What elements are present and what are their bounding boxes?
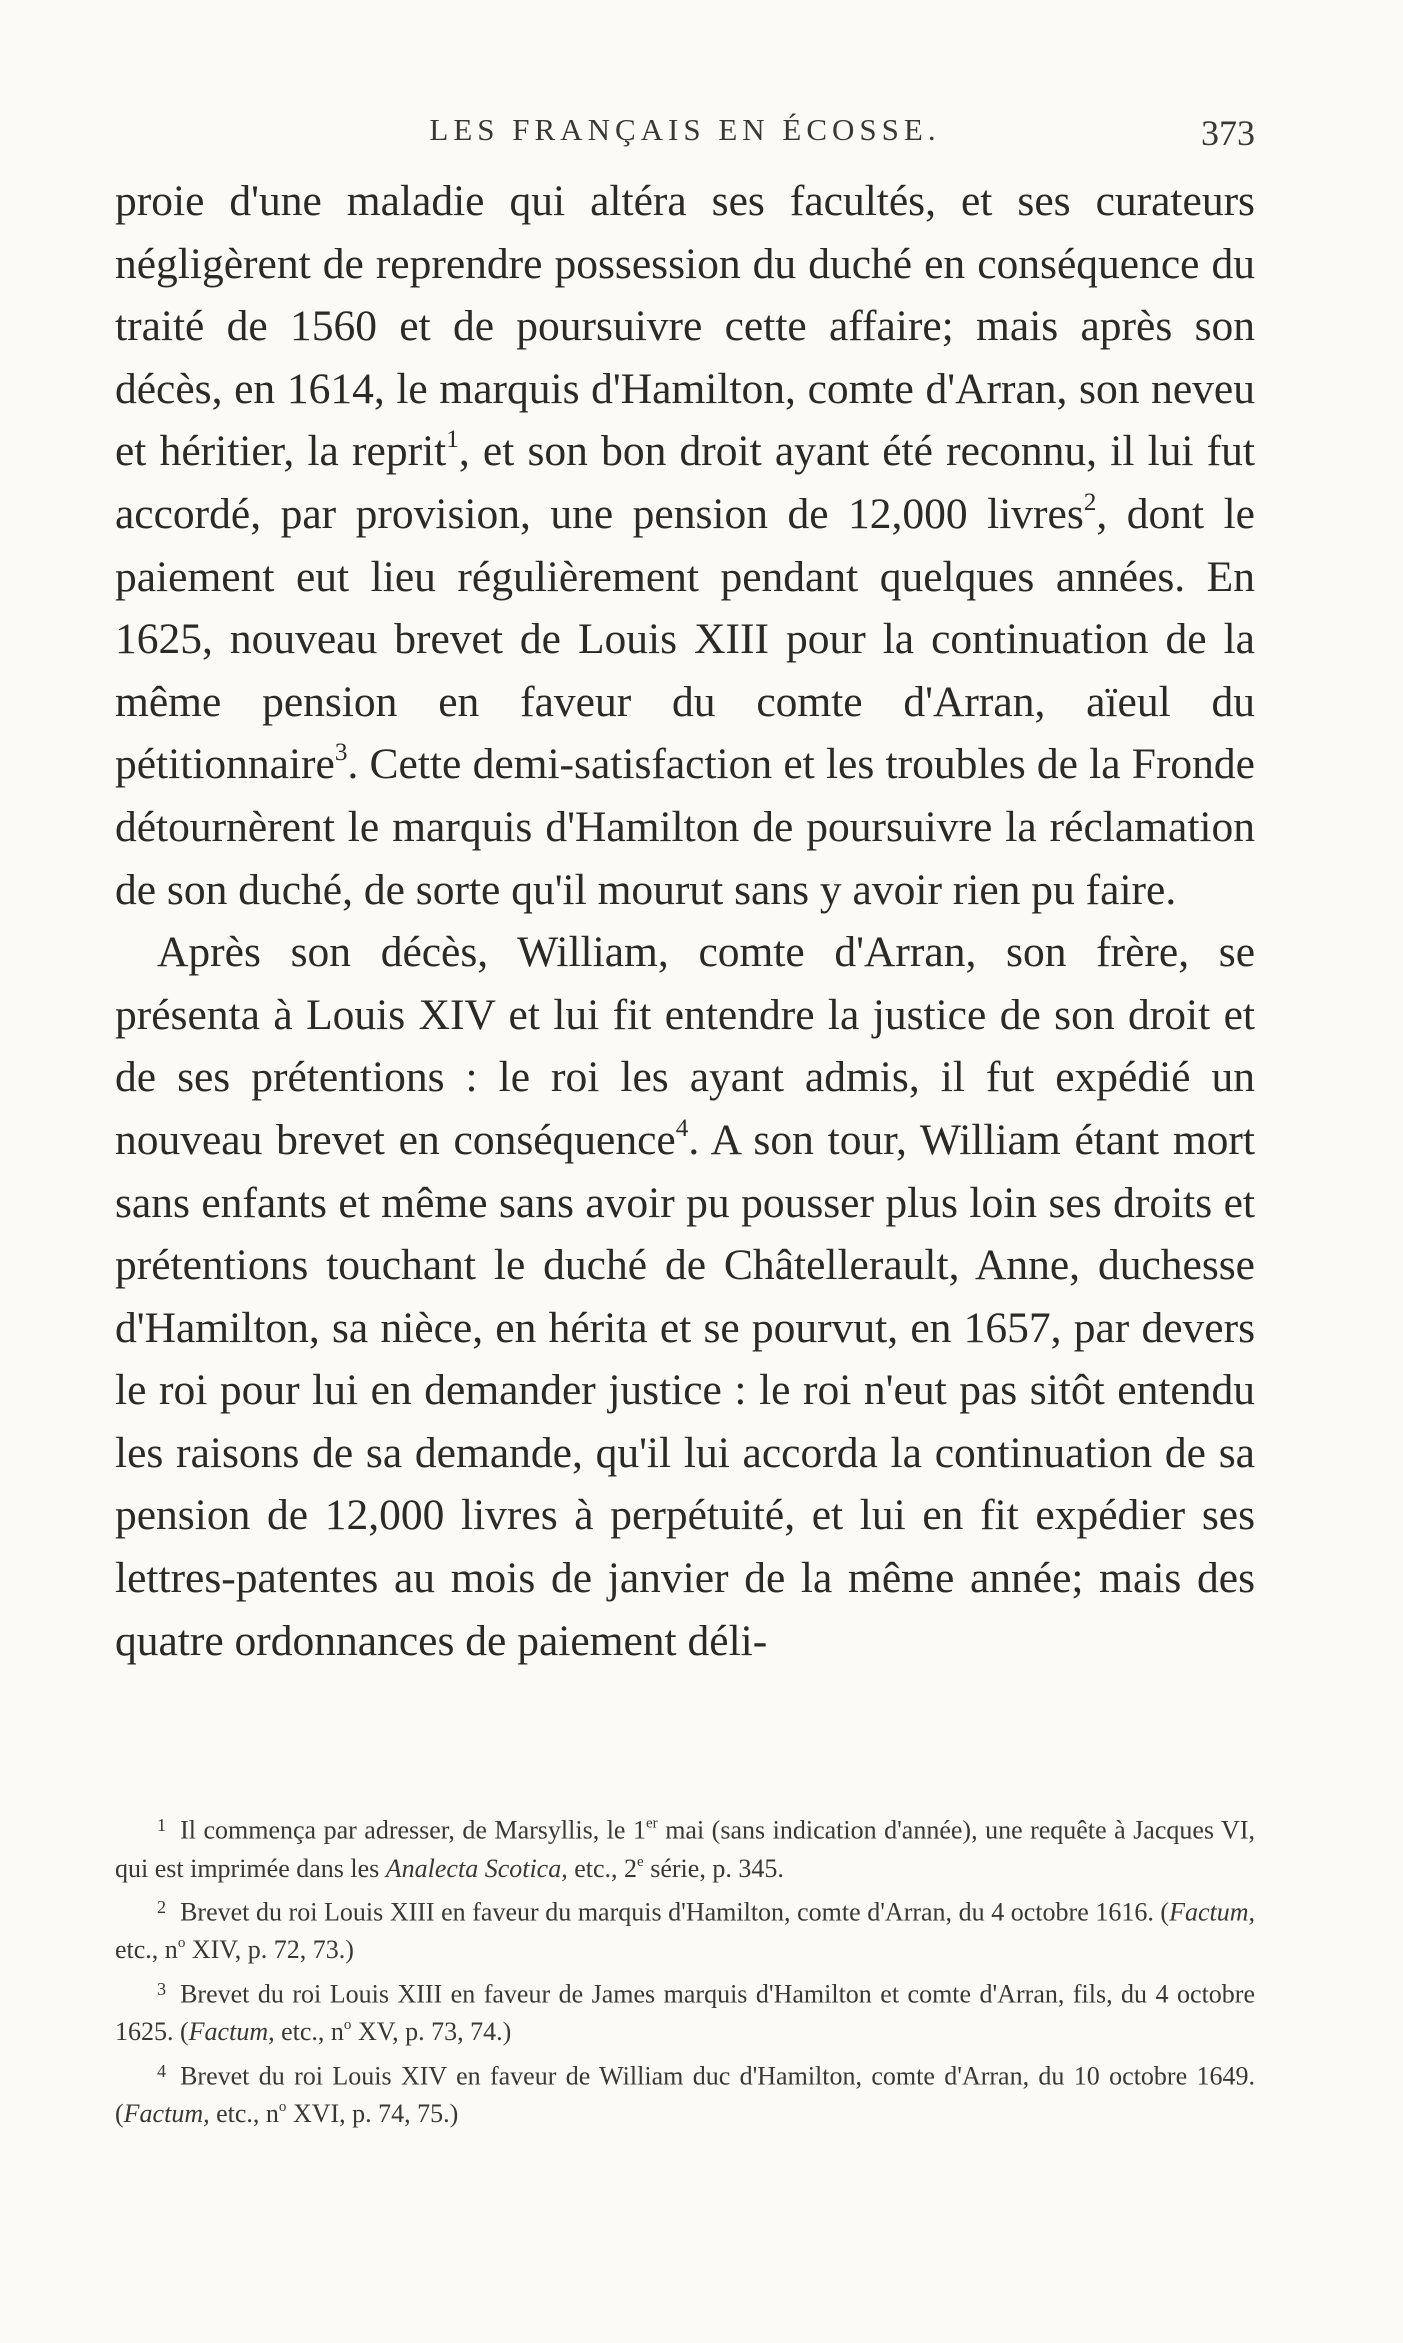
footnote-mark: 4 [157, 2060, 167, 2081]
footnote-title-italic: Factum, [123, 2099, 210, 2129]
footnote-mark: 1 [157, 1815, 167, 1835]
footnote-2 [115, 1888, 1255, 1970]
paragraph-1 [115, 170, 1255, 921]
footnote-mark: 3 [157, 1978, 167, 1999]
footnote-text: etc., n [209, 2099, 279, 2129]
footnote-superscript: er [645, 1815, 658, 1832]
footnote-text: série, p. 345. [643, 1853, 784, 1883]
page-header [115, 112, 1255, 162]
paragraph-2 [115, 921, 1255, 1672]
footnote-superscript: e [637, 1853, 644, 1870]
paragraph-2-text: Après son décès, William, comte d'Arran, son frère, se présenta à Louis XIV et lui fit entendre la justice de son droit et de ses prétentions : le roi les ayant admis, il fut expédié un nouveau brevet en conséquence [115, 928, 1255, 1164]
footnote-ref-2: 2 [1083, 488, 1097, 516]
footnote-4 [115, 2052, 1255, 2134]
footnote-ref-4: 4 [675, 1114, 689, 1142]
footnote-text: etc., 2 [567, 1853, 638, 1883]
footnote-superscript: o [343, 2017, 352, 2034]
footnote-superscript: o [177, 1935, 186, 1952]
footnote-superscript: o [278, 2099, 287, 2116]
footnote-text: XV, p. 73, 74.) [351, 2017, 512, 2047]
footnote-text: Brevet du roi Louis XIII en faveur du marquis d'Hamilton, comte d'Arran, du 4 octobre 1616. ( [180, 1897, 1170, 1927]
running-head: LES FRANÇAIS EN ÉCOSSE. [429, 112, 941, 147]
footnote-text: Il commença par adresser, de Marsyllis, le 1 [180, 1815, 646, 1845]
body-text [115, 170, 1255, 1672]
footnote-title-italic: Factum, [1169, 1897, 1255, 1927]
footnote-text: XIV, p. 72, 73.) [185, 1935, 354, 1965]
page-number: 373 [1201, 113, 1255, 153]
footnote-text: Brevet du roi Louis XIV en faveur de William duc d'Hamilton, comte d'Arran, du 10 octobre 1649. ( [115, 2060, 1255, 2129]
footnote-text: Brevet du roi Louis XIII en faveur de James marquis d'Hamilton et comte d'Arran, fils, du 4 octobre 1625. ( [115, 1978, 1255, 2047]
paragraph-1-text: , et son bon droit ayant été reconnu, il lui fut accordé, par provision, une pension de 12,000 livres [115, 427, 1255, 538]
footnote-mark: 2 [157, 1896, 167, 1917]
paragraph-2-text: . A son tour, William étant mort sans enfants et même sans avoir pu pousser plus loin ses droits et prétentions touchant le duché de Châtellerault, Anne, duchesse d'Hamilton, sa nièce, en hérita et se pourvut, en 1657, par devers le roi pour lui en demander justice : le roi n'eut pas sitôt entendu les raisons de sa demande, qu'il lui accorda la continuation de sa pension de 12,000 livres à perpétuité, et lui en fit expédier ses lettres-patentes au mois de janvier de la même année; mais des quatre ordonnances de paiement déli- [115, 1115, 1255, 1665]
paragraph-1-text: , dont le paiement eut lieu régulièrement pendant quelques années. En 1625, nouveau brevet de Louis XIII pour la continuation de la même pension en faveur du comte d'Arran, aïeul du pétitionnaire [115, 489, 1255, 789]
paragraph-1-text: . Cette demi-satisfaction et les troubles de la Fronde détournèrent le marquis d'Hamilton de poursuivre la réclamation de son duché, de sorte qu'il mourut sans y avoir rien pu faire. [115, 740, 1255, 914]
footnote-title-italic: Analecta Scotica, [385, 1853, 568, 1883]
footnote-text: etc., n [274, 2017, 344, 2047]
footnote-ref-3: 3 [334, 739, 348, 767]
paragraph-1-text: proie d'une maladie qui altéra ses facultés, et ses curateurs négligèrent de reprendre possession du duché en conséquence du traité de 1560 et de poursuivre cette affaire; mais après son décès, en 1614, le marquis d'Hamilton, comte d'Arran, son neveu et héritier, la reprit [115, 177, 1255, 476]
footnote-text: etc., n [115, 1935, 178, 1965]
footnote-text: XVI, p. 74, 75.) [286, 2099, 459, 2129]
footnote-text: mai (sans indication d'année), une requête à Jacques VI, qui est imprimée dans les [115, 1815, 1255, 1883]
footnote-1 [115, 1806, 1255, 1888]
footnote-title-italic: Factum, [188, 2017, 275, 2047]
footnote-3 [115, 1970, 1255, 2052]
footnote-ref-1: 1 [446, 426, 459, 454]
footnotes [115, 1806, 1255, 2133]
